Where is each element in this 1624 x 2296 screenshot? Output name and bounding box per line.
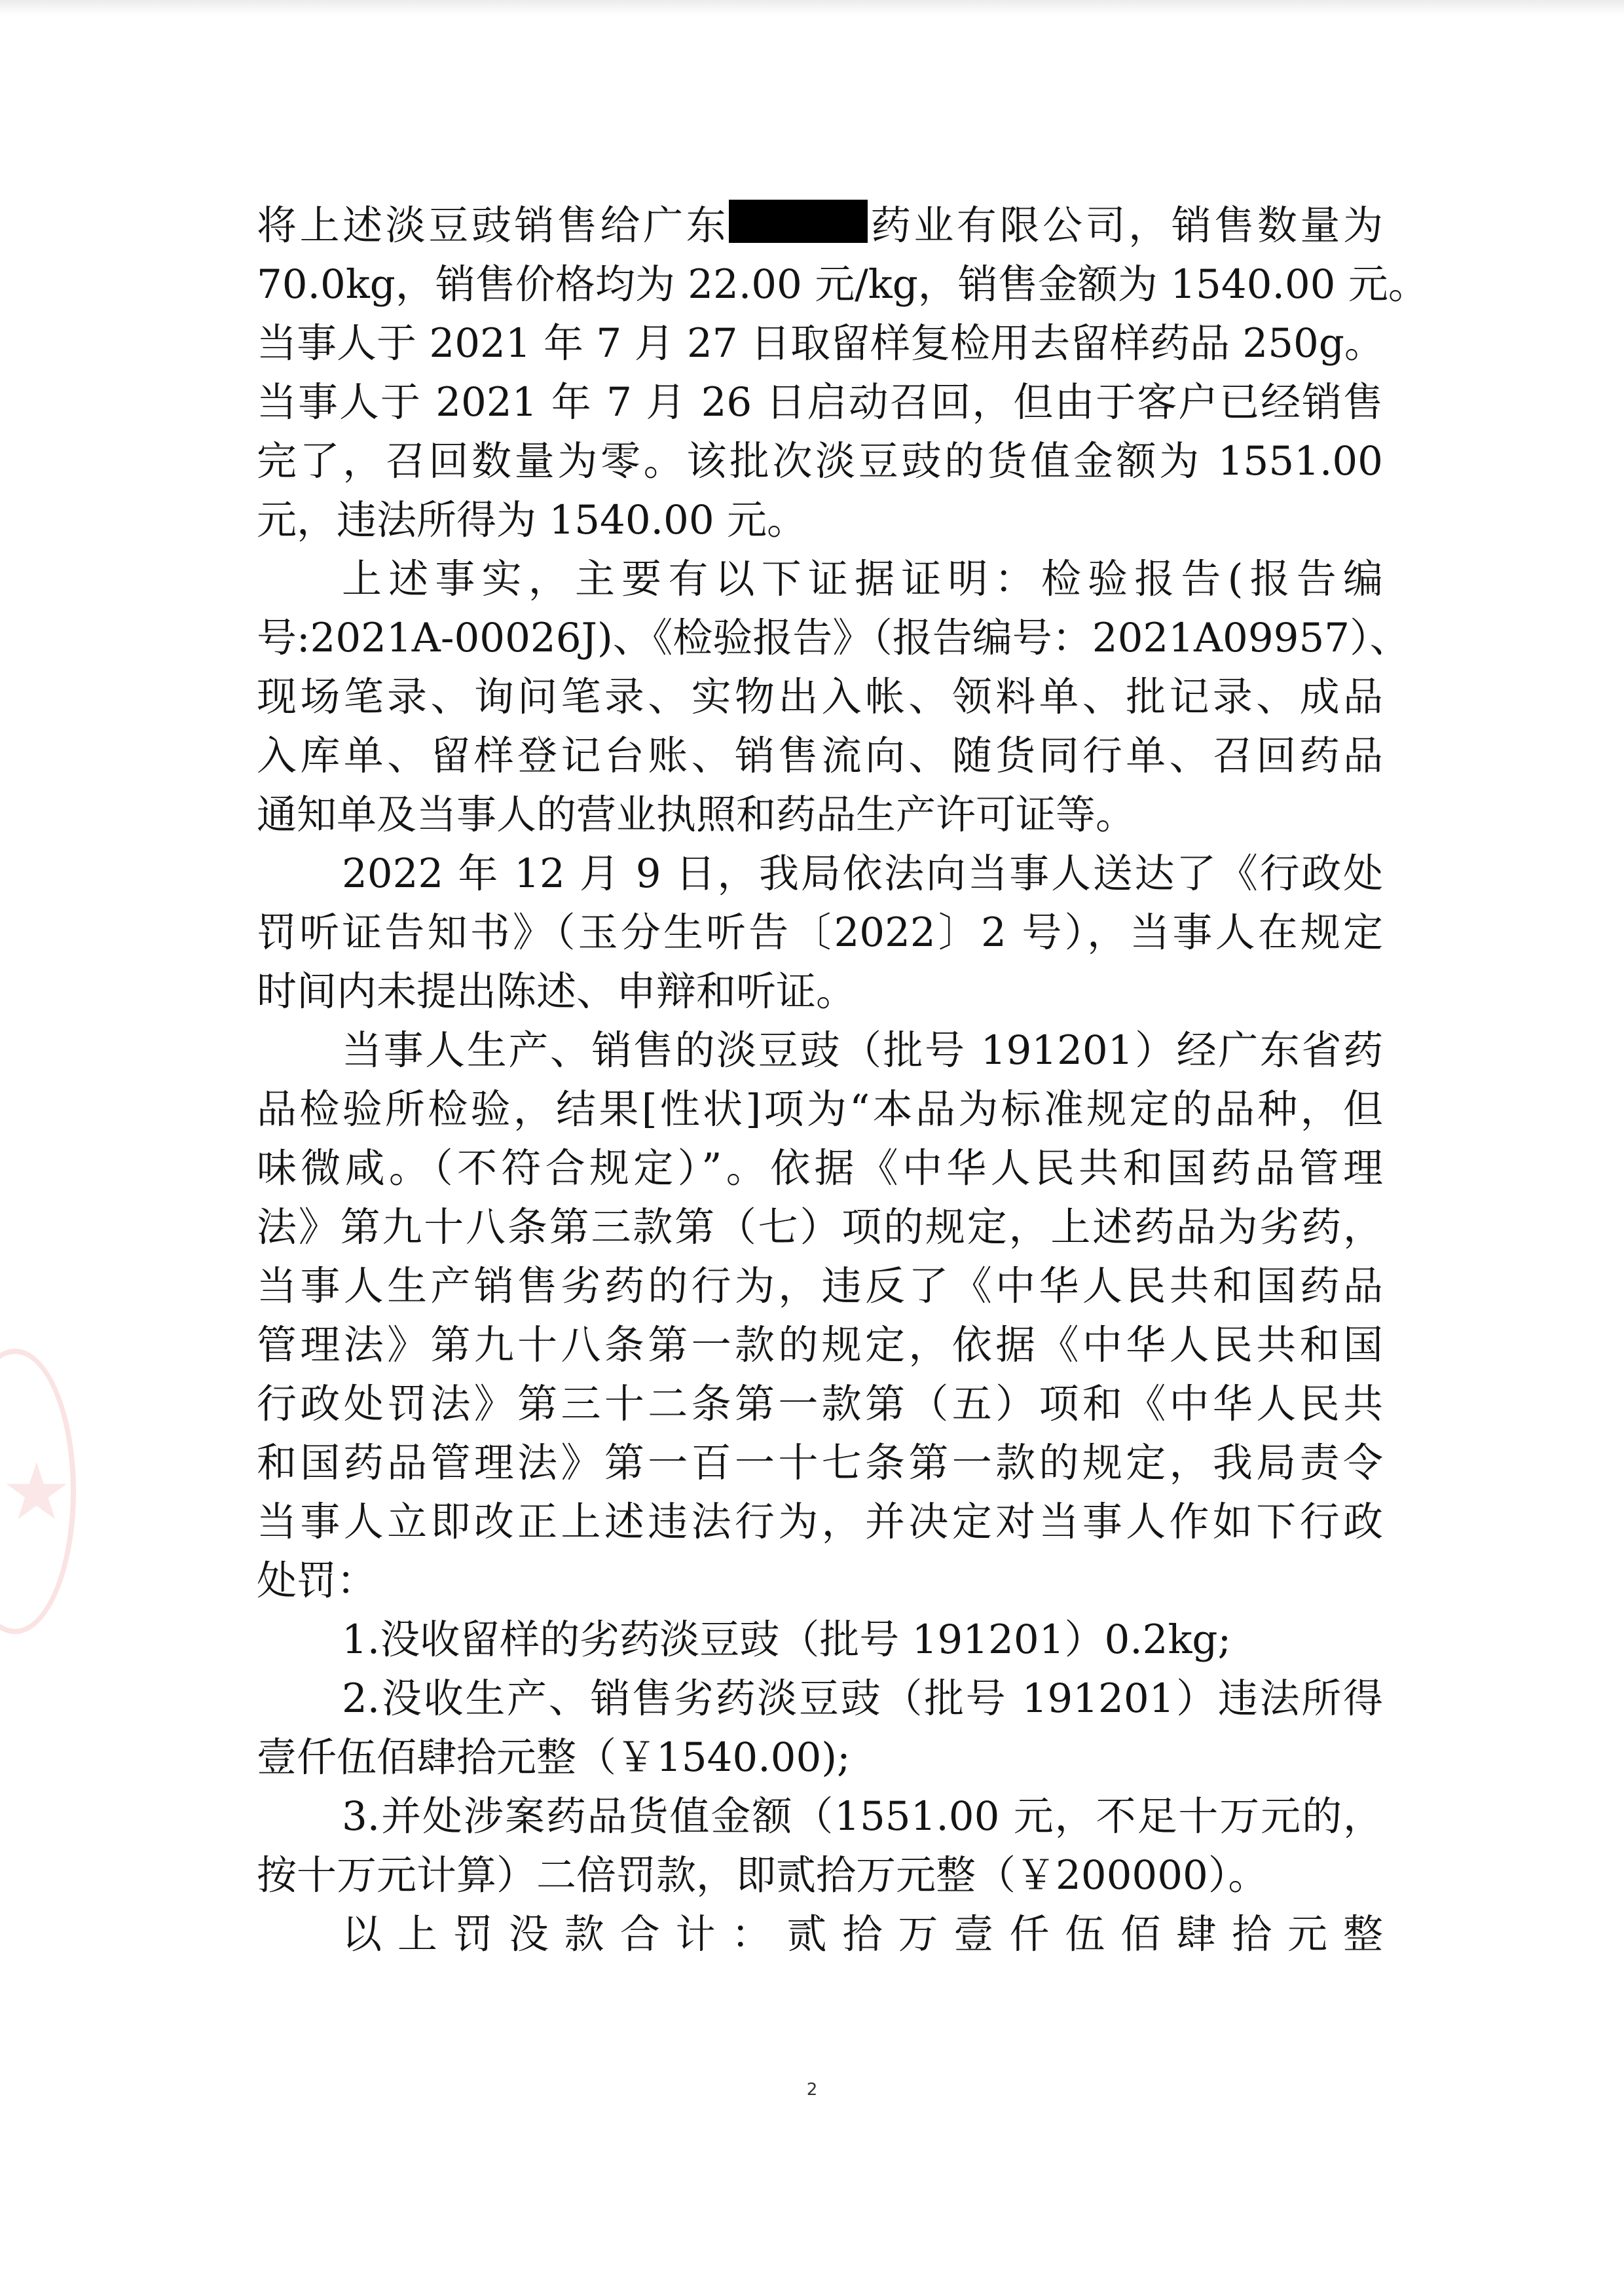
text-line: 法》第九十八条第三款第（七）项的规定，上述药品为劣药， xyxy=(257,1204,1383,1250)
text-line: 通知单及当事人的营业执照和药品生产许可证等。 xyxy=(257,792,1136,838)
text-line: 管理法》第九十八条第一款的规定，依据《中华人民共和国 xyxy=(257,1322,1383,1368)
document-body xyxy=(257,196,1428,1964)
text-line: 完了，召回数量为零。该批次淡豆豉的货值金额为 1551.00 xyxy=(257,438,1383,484)
text-line: 味微咸。（不符合规定）”。依据《中华人民共和国药品管理 xyxy=(257,1145,1383,1192)
text-line: 品检验所检验，结果[性状]项为“本品为标准规定的品种，但 xyxy=(257,1086,1383,1133)
penalty-item-3: 3.并处涉案药品货值金额（1551.00 元，不足十万元的， xyxy=(342,1793,1383,1840)
penalty-total: 以上罚没款合计：贰拾万壹仟伍佰肆拾元整 xyxy=(342,1911,1383,1958)
text-line: 当事人生产销售劣药的行为，违反了《中华人民共和国药品 xyxy=(257,1263,1383,1309)
text-line: 按十万元计算）二倍罚款，即贰拾万元整（￥200000）。 xyxy=(257,1852,1268,1899)
text-line: 行政处罚法》第三十二条第一款第（五）项和《中华人民共 xyxy=(257,1381,1383,1427)
redaction-block xyxy=(729,200,868,243)
seal-star-icon: ★ xyxy=(1,1447,72,1538)
text-line: 入库单、留样登记台账、销售流向、随货同行单、召回药品 xyxy=(257,733,1383,779)
text-line: 上述事实，主要有以下证据证明：检验报告(报告编 xyxy=(342,556,1383,602)
penalty-item-2: 2.没收生产、销售劣药淡豆豉（批号 191201）违法所得 xyxy=(342,1675,1383,1722)
page-number: 2 xyxy=(806,2080,818,2100)
text-line: 当事人生产、销售的淡豆豉（批号 191201）经广东省药 xyxy=(342,1027,1383,1074)
text-line: 70.0kg，销售价格均为 22.00 元/kg，销售金额为 1540.00 元。 xyxy=(257,261,1428,308)
text-line: 处罚： xyxy=(257,1558,377,1604)
text-line: 元，违法所得为 1540.00 元。 xyxy=(257,497,807,543)
text-line: 当事人于 2021 年 7 月 26 日启动召回，但由于客户已经销售 xyxy=(257,379,1383,426)
text-line: 和国药品管理法》第一百一十七条第一款的规定，我局责令 xyxy=(257,1440,1383,1486)
text-line: 将上述淡豆豉销售给广东 药业有限公司，销售数量为 xyxy=(257,196,1383,255)
text-line: 罚听证告知书》（玉分生听告〔2022〕2 号），当事人在规定 xyxy=(257,909,1383,956)
text-line: 当事人于 2021 年 7 月 27 日取留样复检用去留样药品 250g。 xyxy=(257,320,1384,367)
text-line: 时间内未提出陈述、申辩和听证。 xyxy=(257,968,857,1015)
text-line: 现场笔录、询问笔录、实物出入帐、领料单、批记录、成品 xyxy=(257,674,1383,720)
penalty-item-1: 1.没收留样的劣药淡豆豉（批号 191201）0.2kg; xyxy=(342,1616,1232,1663)
text-line: 2022 年 12 月 9 日，我局依法向当事人送达了《行政处 xyxy=(342,850,1383,897)
scan-edge-shadow xyxy=(0,0,1624,16)
text-line: 当事人立即改正上述违法行为，并决定对当事人作如下行政 xyxy=(257,1499,1383,1545)
text-line: 号:2021A-00026J)、《检验报告》（报告编号：2021A09957）、 xyxy=(257,615,1410,661)
text-line: 壹仟伍佰肆拾元整（￥1540.00); xyxy=(257,1734,851,1781)
